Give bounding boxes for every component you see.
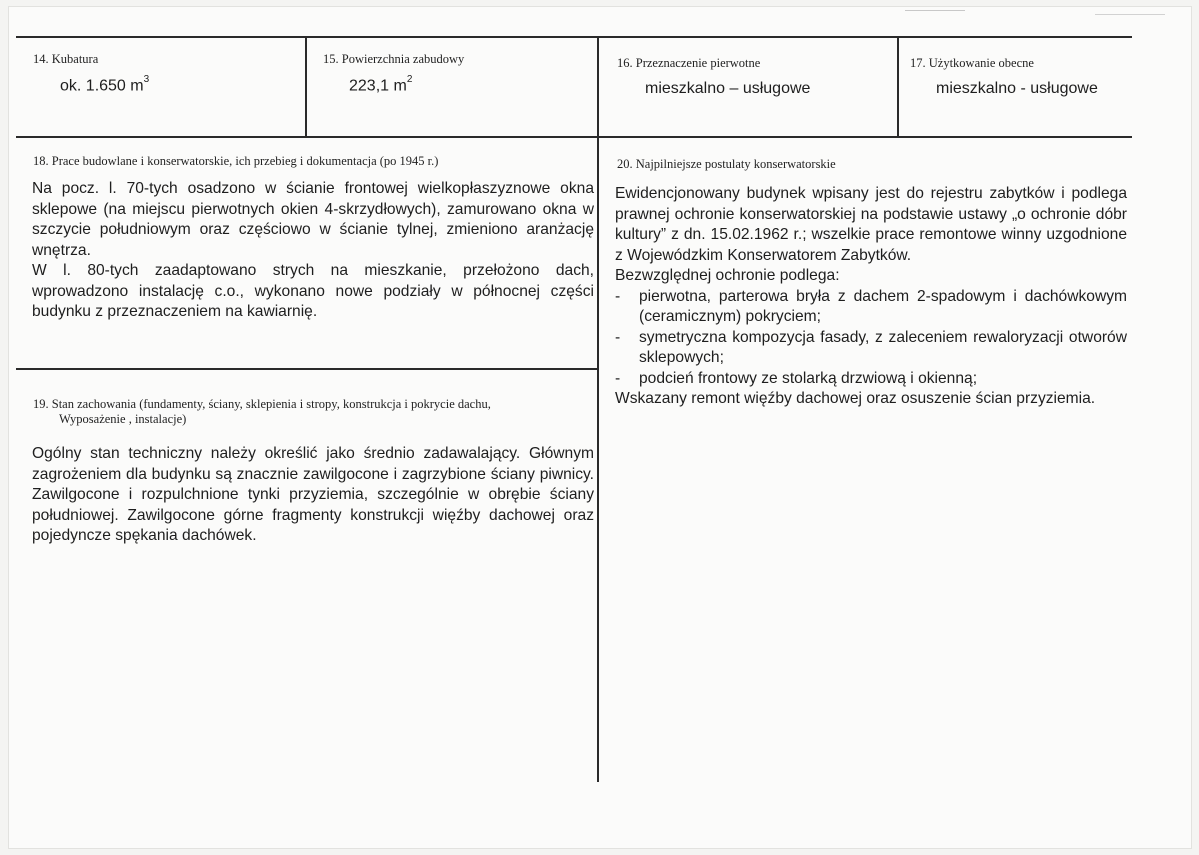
scan-mark xyxy=(905,10,965,11)
postulaty-subhead: Bezwzględnej ochronie podlega: xyxy=(615,267,840,284)
uzytkowanie-label: 17. Użytkowanie obecne xyxy=(910,56,1034,70)
prace-paragraph-2: W l. 80-tych zaadaptowano strych na mieszkanie, przełożono dach, wprowadzono instalację c.o., wykonano nowe podziały w północnej części budynku z przeznaczeniem na kawiarnię. xyxy=(32,262,594,320)
prace-label: 18. Prace budowlane i konserwatorskie, ich przebieg i dokumentacja (po 1945 r.) xyxy=(33,154,439,168)
uzytkowanie-value: mieszkalno - usługowe xyxy=(936,80,1098,97)
kubatura-unit-exponent: 3 xyxy=(143,74,150,85)
bullet-dash: - xyxy=(615,369,621,387)
stan-label-line-2: Wyposażenie , instalacje) xyxy=(59,412,187,426)
bullet-dash: - xyxy=(615,328,621,346)
postulaty-intro: Ewidencjonowany budynek wpisany jest do rejestru zabytków i podlega prawnej ochronie konserwatorskiej na podstawie ustawy „o ochronie dóbr kultury” z dn. 15.02.1962 r.; wszelkie prace remontowe winny uzgodnione z Wojewódzkim Konserwatorem Zabytków. xyxy=(615,185,1127,264)
row1-bottom-border xyxy=(16,136,1132,138)
stan-label xyxy=(33,397,491,427)
divider-14-15 xyxy=(305,36,307,138)
postulaty-closing: Wskazany remont więźby dachowej oraz osuszenie ścian przyziemia. xyxy=(615,390,1096,407)
record-card xyxy=(8,6,1192,849)
powierzchnia-label: 15. Powierzchnia zabudowy xyxy=(323,52,465,66)
powierzchnia-unit-exponent: 2 xyxy=(406,74,413,85)
postulaty-label: 20. Najpilniejsze postulaty konserwatorskie xyxy=(617,157,836,171)
divider-16-17 xyxy=(897,36,899,138)
kubatura-value xyxy=(60,76,149,95)
prace-text xyxy=(32,179,594,323)
top-border xyxy=(16,36,1132,38)
postulaty-text xyxy=(615,184,1127,410)
prace-paragraph-1: Na pocz. l. 70-tych osadzono w ścianie frontowej wielkopłaszyznowe okna sklepowe (na miejscu pierwotnych okien 4-skrzydłowych), zamurowano okna w szczycie południowym oraz częściowo w ścianie tylnej, zmieniono aranżację wnętrza. xyxy=(32,180,594,259)
stan-text: Ogólny stan techniczny należy określić jako średnio zadawalający. Głównym zagrożeniem dla budynku są znacznie zawilgocone i zagrzybione ściany piwnicy. Zawilgocone i rozpulchnione tynki przyziemia, szczególnie w obrębie ściany południowej. Zawilgocone górne fragmenty konstrukcji więźby dachowej oraz pojedyncze spękania dachówek. xyxy=(32,445,594,544)
scan-mark xyxy=(1095,14,1165,15)
section18-bottom-border xyxy=(16,368,598,370)
kubatura-number: ok. 1.650 m xyxy=(60,77,144,95)
bullet-dash: - xyxy=(615,287,621,305)
stan-label-line-1: 19. Stan zachowania (fundamenty, ściany, sklepienia i stropy, konstrukcja i pokrycie dachu, xyxy=(33,397,491,411)
przeznaczenie-label: 16. Przeznaczenie pierwotne xyxy=(617,56,761,70)
bullet-text: symetryczna kompozycja fasady, z zaleceniem rewaloryzacji otworów sklepowych; xyxy=(639,328,1127,366)
postulaty-bullet xyxy=(615,287,1127,328)
powierzchnia-value xyxy=(349,76,412,95)
postulaty-bullet xyxy=(615,328,1127,369)
przeznaczenie-value: mieszkalno – usługowe xyxy=(645,80,811,97)
postulaty-bullet xyxy=(615,369,1127,390)
bullet-text: podcień frontowy ze stolarką drzwiową i okienną; xyxy=(639,369,978,387)
kubatura-label: 14. Kubatura xyxy=(33,52,99,66)
center-divider xyxy=(597,36,599,782)
powierzchnia-number: 223,1 m xyxy=(349,77,407,95)
bullet-text: pierwotna, parterowa bryła z dachem 2-spadowym i dachówkowym (ceramicznym) pokryciem; xyxy=(639,287,1127,325)
